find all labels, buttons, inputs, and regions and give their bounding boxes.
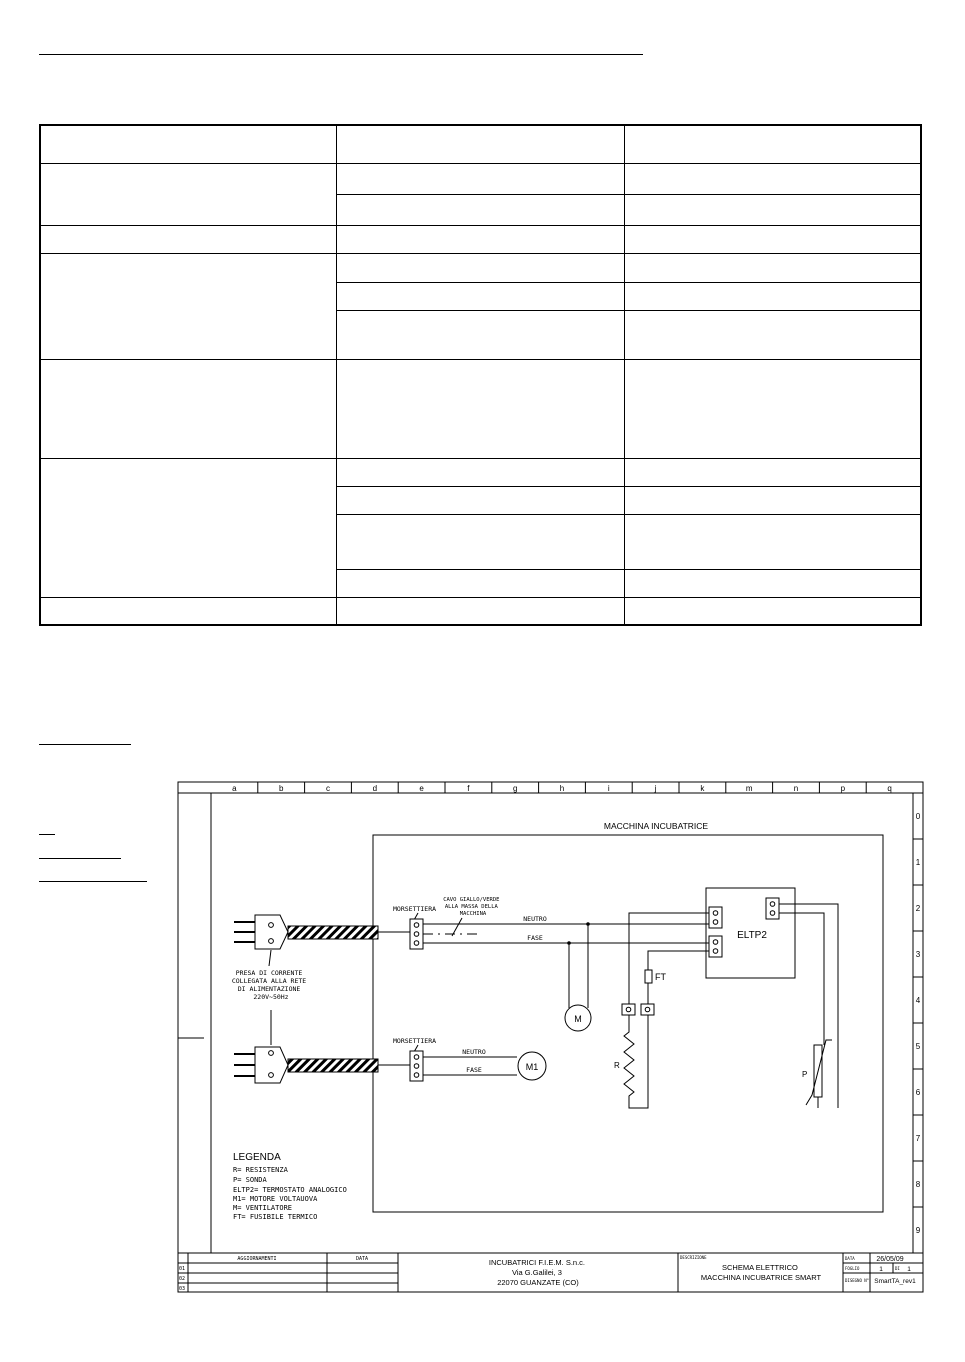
revision-3: 03 — [179, 1286, 186, 1292]
grid-row-label: 6 — [915, 1088, 921, 1097]
revision-1: 01 — [179, 1266, 186, 1272]
mains-plug-1 — [234, 915, 378, 949]
grid-column-letters — [232, 782, 892, 793]
title-block — [178, 1253, 923, 1292]
data-label: DATA — [845, 1256, 855, 1261]
fan-motor-label: M — [574, 1014, 582, 1024]
heater-resistor — [624, 1015, 648, 1108]
grid-row-label: 9 — [915, 1226, 921, 1235]
grid-column-label: d — [372, 784, 378, 793]
grid-row-label: 3 — [915, 950, 921, 959]
grid-row-label: 7 — [915, 1134, 921, 1143]
mains-plug-2 — [234, 1047, 378, 1083]
thermostat-label: ELTP2 — [737, 930, 767, 941]
grid-column-label: m — [745, 784, 753, 793]
terminal-label-2: MORSETTIERA — [393, 1037, 437, 1045]
grid-column-label: p — [840, 784, 846, 793]
grid-row-label: 8 — [915, 1180, 921, 1189]
turner-motor-label: M1 — [525, 1062, 539, 1072]
fase-label: FASE — [527, 934, 543, 942]
grid-row-label: 2 — [915, 904, 921, 913]
legend: R= RESISTENZA P= SONDA ELTP2= TERMOSTATO ANALOGICO M1= MOTORE VOLTAUOVA M= VENTILATORE FT= FUSIBILE TERMICO — [233, 1166, 347, 1221]
earth-note: CAVO GIALLO/VERDE ALLA MASSA DELLA MACCHINA — [443, 897, 500, 917]
drawing-number: SmartTA_rev1 — [874, 1278, 916, 1285]
grid-column-label: b — [278, 784, 284, 793]
m1-neutro-label: NEUTRO — [462, 1048, 486, 1056]
terminal-block-1 — [410, 919, 423, 949]
di-label: DI — [895, 1266, 900, 1271]
grid-row-label: 1 — [915, 858, 921, 867]
probe-label: P — [802, 1070, 808, 1079]
neutro-label: NEUTRO — [523, 915, 547, 923]
drawing-date: 26/05/09 — [876, 1256, 904, 1263]
grid-column-label: e — [419, 784, 424, 793]
heater-label: R — [614, 1061, 620, 1070]
grid-column-label: a — [232, 784, 237, 793]
grid-column-label: c — [326, 784, 330, 793]
revision-2: 02 — [179, 1276, 186, 1282]
machine-label: MACCHINA INCUBATRICE — [603, 821, 709, 831]
grid-row-label: 4 — [915, 996, 921, 1005]
grid-row-label: 0 — [915, 812, 921, 821]
grid-column-label: f — [467, 784, 470, 793]
disegno-label: DISEGNO N° — [845, 1278, 870, 1283]
drawing-description: SCHEMA ELETTRICO MACCHINA INCUBATRICE SMART — [700, 1263, 822, 1282]
di-value: 1 — [907, 1266, 911, 1273]
company-block: INCUBATRICI F.I.E.M. S.n.c. Via G.Galilei, 3 22070 GUANZATE (CO) — [488, 1258, 586, 1287]
descrizione-label: DESCRIZIONE — [680, 1255, 707, 1260]
thermal-fuse — [645, 970, 652, 983]
m1-fase-label: FASE — [466, 1066, 482, 1074]
grid-column-label: n — [793, 784, 799, 793]
plug-note: PRESA DI CORRENTE COLLEGATA ALLA RETE DI ALIMENTAZIONE 220V~50Hz — [231, 969, 307, 1001]
grid-column-label: g — [512, 784, 518, 793]
grid-column-label: q — [887, 784, 892, 793]
foglio-label: FOGLIO — [845, 1266, 860, 1271]
grid-column-label: j — [654, 784, 657, 793]
grid-column-label: i — [607, 784, 610, 793]
terminal-block-2 — [410, 1051, 423, 1081]
grid-row-label: 5 — [915, 1042, 921, 1051]
grid-column-label: k — [700, 784, 705, 793]
grid-column-label: h — [559, 784, 565, 793]
col-aggiornamenti: AGGIORNAMENTI — [237, 1256, 277, 1262]
foglio-value: 1 — [879, 1266, 883, 1273]
legend-title: LEGENDA — [233, 1152, 281, 1163]
terminal-label-1: MORSETTIERA — [393, 905, 437, 913]
col-data: DATA — [355, 1256, 369, 1262]
grid-row-numbers — [913, 812, 923, 1235]
thermal-fuse-label: FT — [655, 972, 666, 982]
